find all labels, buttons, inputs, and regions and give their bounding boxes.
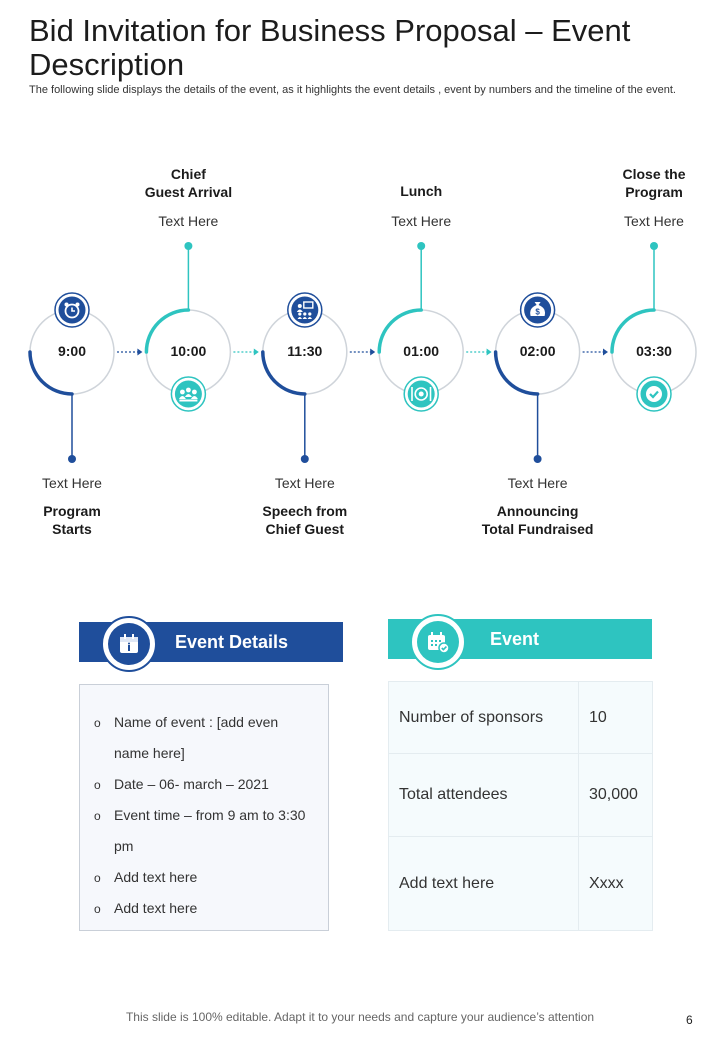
- svg-text:$: $: [535, 307, 540, 317]
- timeline-milestone-title-line: Chief: [170, 166, 206, 182]
- timeline-milestone-title: [0, 502, 152, 538]
- timeline-milestone-text: Text Here: [507, 475, 568, 491]
- event-stat-row: [389, 754, 653, 837]
- event-details-badge: [101, 616, 157, 672]
- timeline-time: 11:30: [287, 343, 323, 359]
- timeline-milestone-title-line: Program: [625, 184, 683, 200]
- event-timeline: [0, 150, 720, 575]
- timeline-time: 02:00: [519, 343, 556, 359]
- timeline-milestone-title-line: Starts: [52, 521, 92, 537]
- timeline-stem-dot: [534, 455, 542, 463]
- event-heading: Event: [490, 628, 540, 649]
- timeline-milestone-title: [108, 165, 268, 201]
- timeline-stem-dot: [417, 242, 425, 250]
- timeline-arrow-head: [603, 349, 608, 356]
- page-title: Bid Invitation for Business Proposal – Event Description: [29, 13, 631, 82]
- event-detail-item: o Name of event : [add even name here]: [94, 707, 312, 769]
- page-number: 6: [686, 1013, 693, 1027]
- event-stats-table: [388, 681, 653, 931]
- timeline-stem-dot: [650, 242, 658, 250]
- timeline-arrow-head: [370, 349, 375, 356]
- timeline-time: 03:30: [636, 343, 672, 359]
- page-subtitle: The following slide displays the details of the event, as it highlights the event details , event by numbers and the timeline of the event.: [29, 84, 676, 96]
- event-stat-value: 30,000: [579, 754, 653, 837]
- timeline-milestone-title-line: Program: [43, 503, 101, 519]
- timeline-time: 10:00: [170, 343, 207, 359]
- event-stat-value: Xxxx: [579, 837, 653, 931]
- event-stat-label: Total attendees: [389, 754, 579, 837]
- event-stat-row: [389, 682, 653, 754]
- timeline-time: 01:00: [403, 343, 440, 359]
- event-badge: [410, 614, 466, 670]
- event-stat-label: Add text here: [389, 837, 579, 931]
- event-stat-row: [389, 837, 653, 931]
- timeline-milestone-text: Text Here: [158, 213, 219, 229]
- timeline-icon-bg: [291, 297, 318, 324]
- event-details-heading: Event Details: [175, 631, 289, 652]
- event-detail-item: o Date – 06- march – 2021: [94, 769, 312, 800]
- timeline-milestone-title-line: Chief Guest: [265, 521, 345, 537]
- timeline-arrow-head: [487, 349, 492, 356]
- timeline-milestone-title-line: Total Fundraised: [481, 521, 594, 537]
- timeline-milestone-text: Text Here: [274, 475, 335, 491]
- footer-note: This slide is 100% editable. Adapt it to your needs and capture your audience’s attention: [125, 1010, 595, 1024]
- event-stat-value: 10: [579, 682, 653, 754]
- timeline-milestone-text: Text Here: [391, 213, 452, 229]
- event-stat-label: Number of sponsors: [389, 682, 579, 754]
- timeline-arrow-head: [254, 349, 259, 356]
- timeline-milestone-text: Text Here: [624, 213, 684, 229]
- timeline-milestone-title-line: Close the: [622, 166, 686, 182]
- event-detail-item: o Add text here: [94, 862, 312, 893]
- event-details-box: [79, 684, 329, 931]
- timeline-arrow-head: [137, 349, 142, 356]
- timeline-stem-dot: [68, 455, 76, 463]
- calendar-info-icon: [117, 632, 141, 656]
- timeline-stem-dot: [301, 455, 309, 463]
- event-detail-item: o Event time – from 9 am to 3:30 pm: [94, 800, 312, 862]
- event-detail-item: o Add text here: [94, 893, 312, 924]
- check-icon: [646, 386, 662, 402]
- timeline-milestone-title: [574, 165, 720, 201]
- timeline-time: 9:00: [57, 343, 87, 359]
- timeline-milestone-title: [341, 182, 501, 200]
- timeline-milestone-title-line: Speech from: [262, 503, 348, 519]
- timeline-milestone-title: [458, 502, 618, 538]
- timeline-milestone-title-line: Guest Arrival: [144, 184, 233, 200]
- timeline-milestone-title: [225, 502, 385, 538]
- timeline-milestone-title-line: Lunch: [400, 183, 443, 199]
- calendar-check-icon: [426, 630, 450, 654]
- event-details-list: [94, 707, 312, 924]
- timeline-milestone-title-line: Announcing: [496, 503, 579, 519]
- timeline-milestone-text: Text Here: [42, 475, 102, 491]
- timeline-stem-dot: [184, 242, 192, 250]
